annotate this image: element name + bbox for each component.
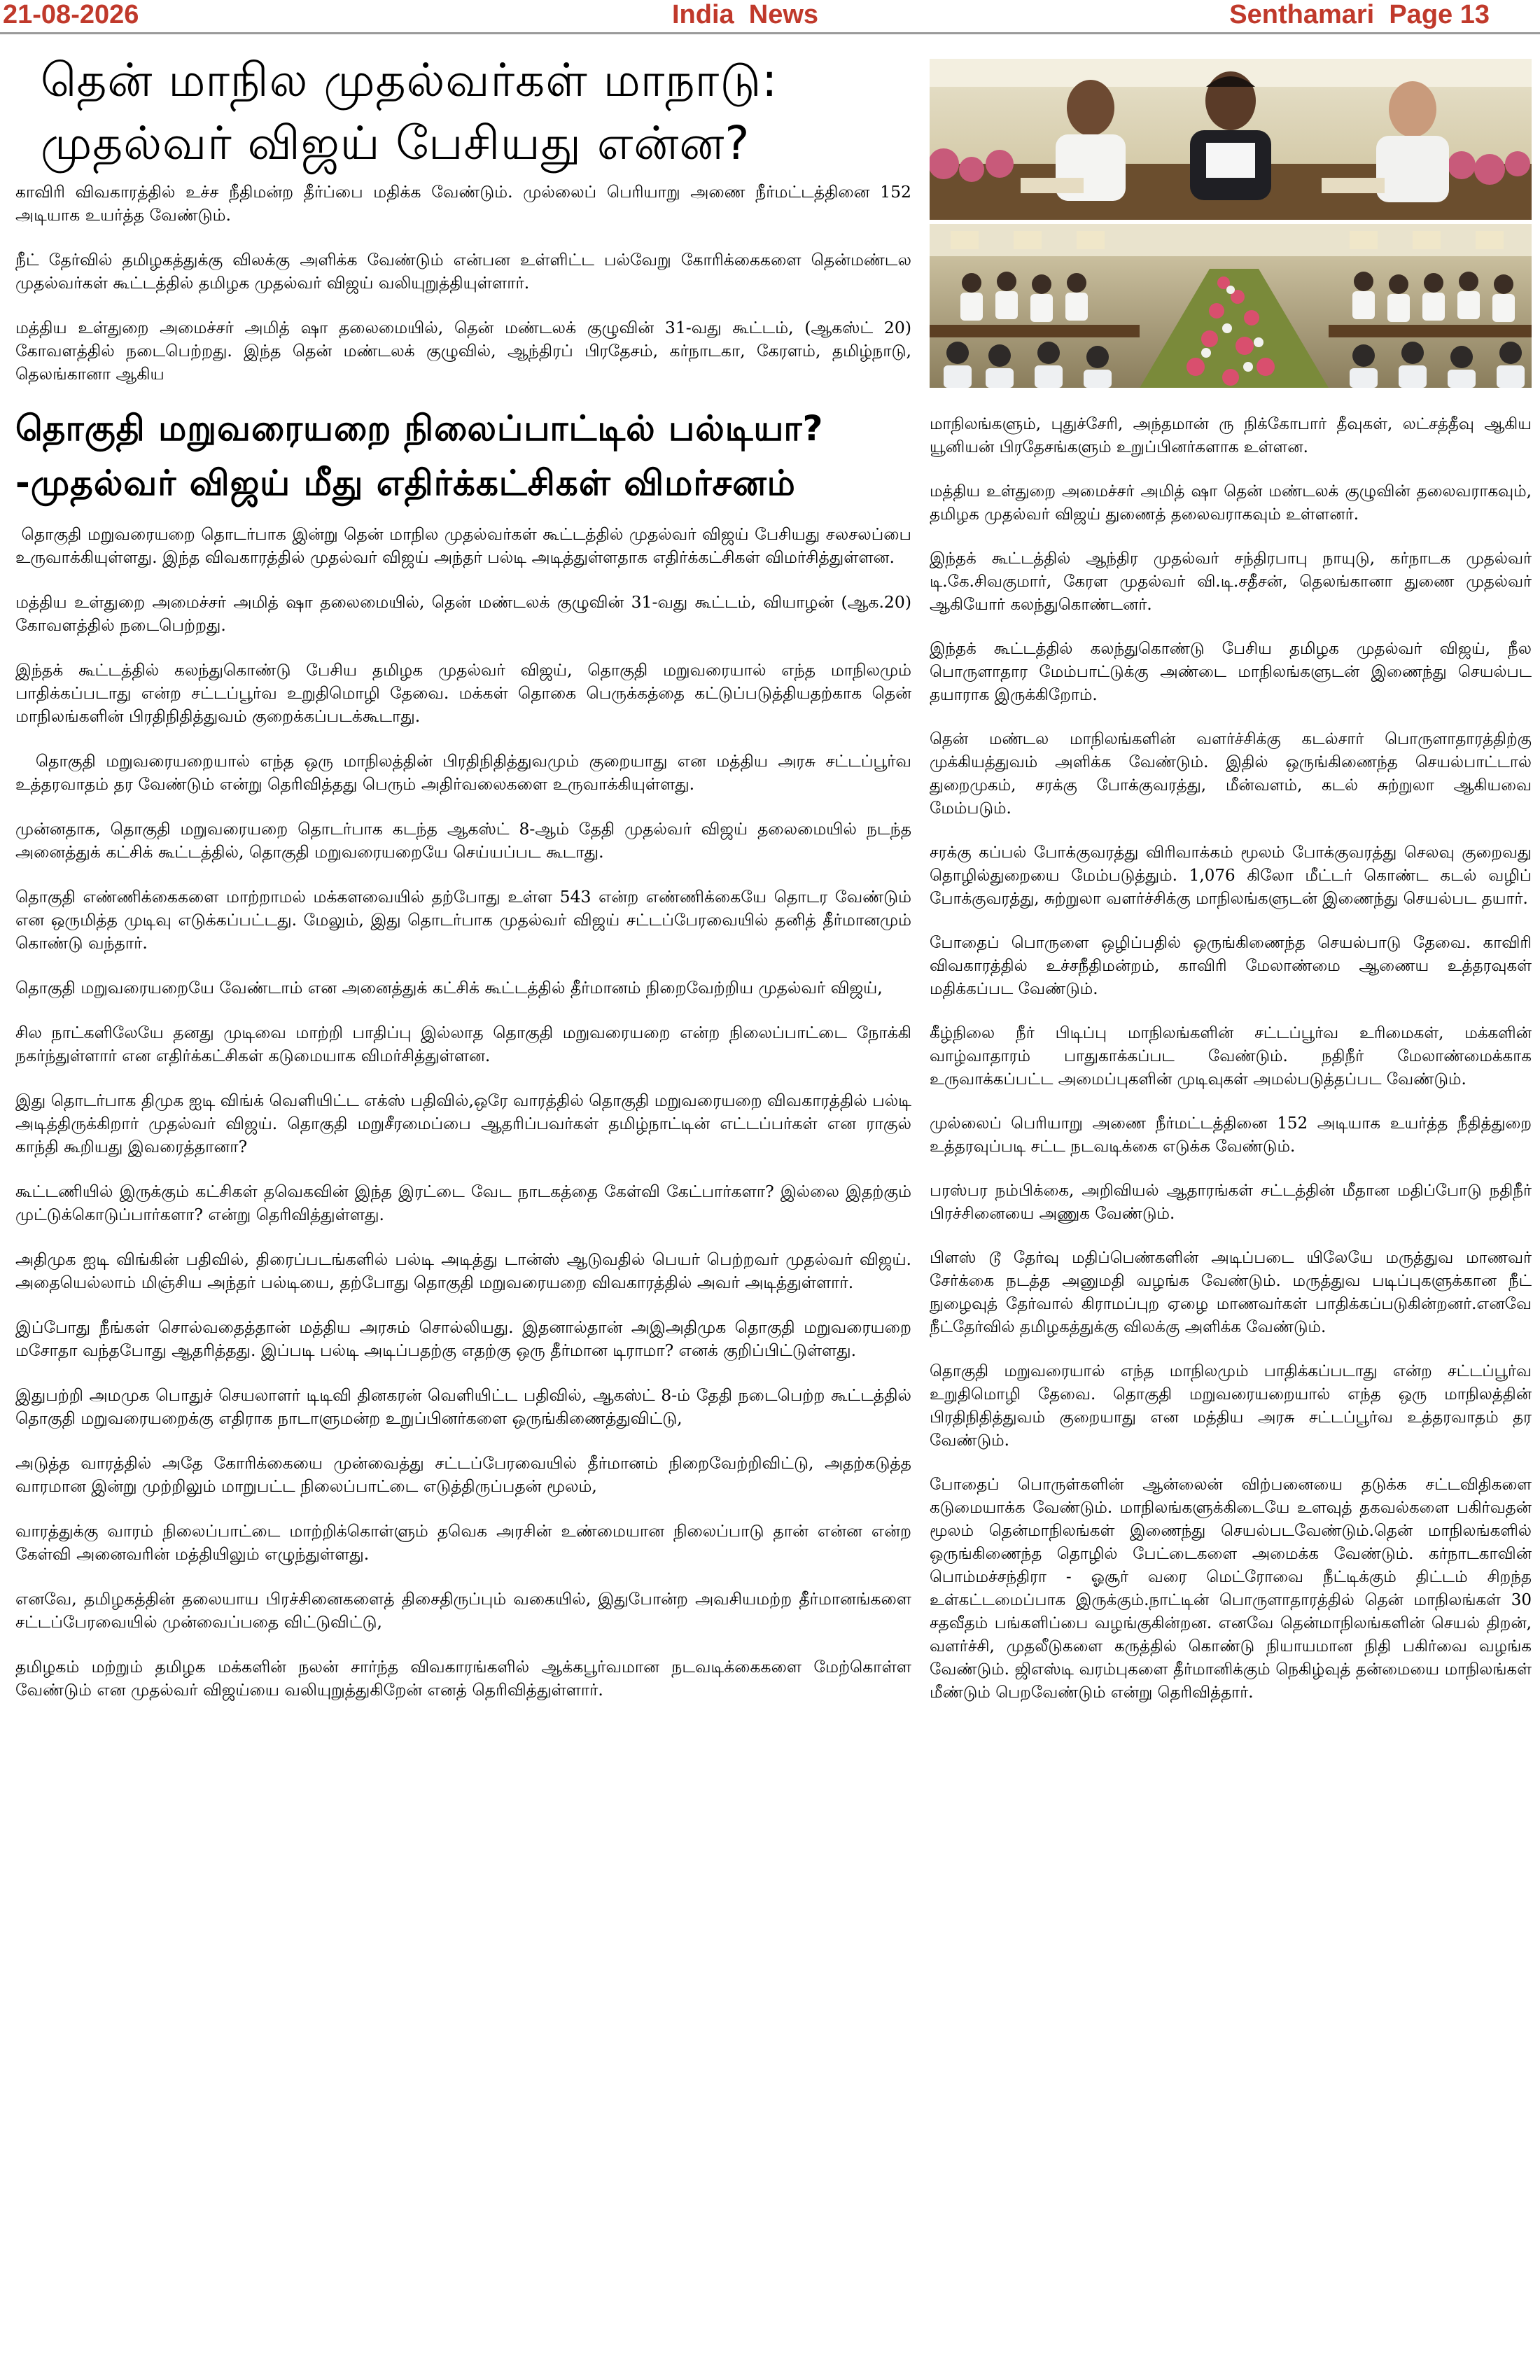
article1-continued-paragraph: போதைப் பொருளை ஒழிப்பதில் ஒருங்கிணைந்த செயல்பாடு தேவை. காவிரி விவகாரத்தில் உச்சநீதிமன்றம், காவிரி மேலாண்மை ஆணைய உத்தரவுகள் மதிக்கப்பட வேண்டும்.	[930, 934, 1532, 998]
conference-photo	[930, 59, 1532, 388]
article2-paragraph: தொகுதி மறுவரையறை தொடர்பாக இன்று தென் மாநில முதல்வர்கள் கூட்டத்தில் முதல்வர் விஜய் பேசியது சலசலப்பை உருவாக்கியுள்ளது. இந்த விவகாரத்தில் முதல்வர் விஜய் அந்தர் பல்டி அடித்துள்ளதாக எதிர்க்கட்சிகள் விமர்சித்துள்ளன.	[15, 524, 917, 567]
article2-paragraph: தொகுதி மறுவரையறையால் எந்த ஒரு மாநிலத்தின் பிரதிநிதித்துவமும் குறையாது என மத்திய அரசு சட்டப்பூர்வ உத்தரவாதம் தர வேண்டும் என்று தெரிவித்தது பெரும் அதிர்வலைகளை உருவாக்கியுள்ளது.	[15, 751, 917, 794]
article1-continued-paragraph: தென் மண்டல மாநிலங்களின் வளர்ச்சிக்கு கடல்சார் பொருளாதாரத்திற்கு முக்கியத்துவம் அளிக்க வேண்டும். இதில் ஒருங்கிணைந்த செயல்பாட்டால் துறைமுகம், சரக்கு போக்குவரத்து, மீன்வளம், கடல் சுற்றுலா ஆகியவை மேம்படும்.	[930, 730, 1532, 818]
article2-paragraph: இப்போது நீங்கள் சொல்வதைத்தான் மத்திய அரசும் சொல்லியது. இதனால்தான் அஇஅதிமுக தொகுதி மறுவரையறை மசோதா வந்தபோது ஆதரித்தது. இப்படி பல்டி அடிப்பதற்கு எதற்கு ஒரு தீர்மான டிராமா? எனக் குறிப்பிட்டுள்ளது.	[15, 1317, 911, 1360]
article2-paragraph: அதிமுக ஐடி விங்கின் பதிவில், திரைப்படங்களில் பல்டி அடித்து டான்ஸ் ஆடுவதில் பெயர் பெற்றவர் முதல்வர் விஜய். அதையெல்லாம் மிஞ்சிய அந்தர் பல்டியை, தற்போது தொகுதி மறுவரையறை விவகாரத்தில் அவர் அடித்துள்ளார்.	[15, 1250, 911, 1292]
issue-date: 21-08-2026	[3, 0, 139, 29]
article1-paragraph: காவிரி விவகாரத்தில் உச்ச நீதிமன்ற தீர்ப்பை மதிக்க வேண்டும். முல்லைப் பெரியாறு அணை நீர்மட்டத்தினை 152 அடியாக உயர்த்த வேண்டும்.	[15, 182, 911, 225]
article1-continued-paragraph: தொகுதி மறுவரையால் எந்த மாநிலமும் பாதிக்கப்படாது என்ற சட்டப்பூர்வ உறுதிமொழி தேவை. தொகுதி மறுவரையறையால் எந்த ஒரு மாநிலத்தின் பிரதிநிதித்துவம் குறையாது என மத்திய அரசு சட்டப்பூர்வ உத்தரவாதம் தர வேண்டும்.	[930, 1362, 1532, 1450]
article1-continued-paragraph: இந்தக் கூட்டத்தில் கலந்துகொண்டு பேசிய தமிழக முதல்வர் விஜய், நீல பொருளாதார மேம்பாட்டுக்கு அண்டை மாநிலங்களுடன் இணைந்து செயல்பட தயாராக இருக்கிறோம்.	[930, 640, 1532, 704]
article1-paragraph: மத்திய உள்துறை அமைச்சர் அமித் ஷா தலைமையில், தென் மண்டலக் குழுவின் 31-வது கூட்டம், (ஆகஸ்ட் 20) கோவளத்தில் நடைபெற்றது. இந்த தென் மண்டலக் குழுவில், ஆந்திரப் பிரதேசம், கர்நாடகா, கேரளம், தமிழ்நாடு, தெலங்கானா ஆகிய	[15, 318, 911, 384]
article1-continued-paragraph: கீழ்நிலை நீர் பிடிப்பு மாநிலங்களின் சட்டப்பூர்வ உரிமைகள், மக்களின் வாழ்வாதாரம் பாதுகாக்கப்பட வேண்டும். நதிநீர் மேலாண்மைக்காக உருவாக்கப்பட்ட அமைப்புகளின் முடிவுகள் அமல்படுத்தப்பட வேண்டும்.	[930, 1024, 1532, 1088]
left-column	[15, 41, 917, 1723]
header-divider	[0, 32, 1540, 34]
newspaper-page: Senthamari Page 13	[1229, 0, 1490, 29]
article2-paragraph: சில நாட்களிலேயே தனது முடிவை மாற்றி பாதிப்பு இல்லாத தொகுதி மறுவரையறை என்ற நிலைப்பாட்டை நோக்கி நகர்ந்துள்ளார் என எதிர்க்கட்சிகள் கடுமையாக விமர்சித்துள்ளன.	[15, 1023, 911, 1065]
article2-paragraph: இந்தக் கூட்டத்தில் கலந்துகொண்டு பேசிய தமிழக முதல்வர் விஜய், தொகுதி மறுவரையால் எந்த மாநிலமும் பாதிக்கப்படாது என்ற சட்டப்பூர்வ உறுதிமொழி தேவை. மக்கள் தொகை பெருக்கத்தை கட்டுப்படுத்தியதற்காக தென் மாநிலங்களின் பிரதிநிதித்துவம் குறைக்கப்படக்கூடாது.	[15, 660, 911, 726]
article2-paragraph: எனவே, தமிழகத்தின் தலையாய பிரச்சினைகளைத் திசைதிருப்பும் வகையில், இதுபோன்ற அவசியமற்ற தீர்மானங்களை சட்டப்பேரவையில் முன்வைப்பதை விட்டுவிட்டு,	[15, 1589, 911, 1632]
article2-headline: தொகுதி மறுவரையறை நிலைப்பாட்டில் பல்டியா? -முதல்வர் விஜய் மீது எதிர்க்கட்சிகள் விமர்சனம்	[15, 408, 824, 503]
article1-continued-paragraph: பிளஸ் டூ தேர்வு மதிப்பெண்களின் அடிப்படை யிலேயே மருத்துவ மாணவர் சேர்க்கை நடத்த அனுமதி வழங்க வேண்டும். மருத்துவ படிப்புகளுக்கான நீட் நுழைவுத் தேர்வால் கிராமப்புற ஏழை மாணவர்கள் பாதிக்கப்படுகின்றனர்.எனவே நீட்தேர்வில் தமிழகத்துக்கு விலக்கு அளிக்க வேண்டும்.	[930, 1249, 1532, 1336]
article2-paragraph: தொகுதி மறுவரையறையே வேண்டாம் என அனைத்துக் கட்சிக் கூட்டத்தில் தீர்மானம் நிறைவேற்றிய முதல்வர் விஜய்,	[15, 978, 883, 997]
section-name: India News	[672, 0, 819, 29]
right-column	[930, 59, 1532, 1726]
article2-paragraph: இது தொடர்பாக திமுக ஐடி விங்க் வெளியிட்ட எக்ஸ் பதிவில்,ஒரே வாரத்தில் தொகுதி மறுவரையறை விவகாரத்தில் பல்டி அடித்திருக்கிறார் முதல்வர் விஜய். தொகுதி மறுசீரமைப்பை ஆதரிப்பவர்கள் தமிழ்நாட்டின் எட்டப்பர்கள் என ராகுல் காந்தி கூறியது இவரைத்தானா?	[15, 1091, 911, 1156]
article1-continued-paragraph: மாநிலங்களும், புதுச்சேரி, அந்தமான் ரு நிக்கோபார் தீவுகள், லட்சத்தீவு ஆகிய யூனியன் பிரதேசங்களும் உறுப்பினர்களாக உள்ளன.	[930, 415, 1532, 456]
article1-continued-paragraph: முல்லைப் பெரியாறு அணை நீர்மட்டத்தினை 152 அடியாக உயர்த்த நீதித்துறை உத்தரவுப்படி சட்ட நடவடிக்கை எடுக்க வேண்டும்.	[930, 1114, 1532, 1156]
article2-paragraph: வாரத்துக்கு வாரம் நிலைப்பாட்டை மாற்றிக்கொள்ளும் தவெக அரசின் உண்மையான நிலைப்பாடு தான் என்ன என்ற கேள்வி அனைவரின் மத்தியிலும் எழுந்துள்ளது.	[15, 1521, 911, 1564]
article1-paragraph: நீட் தேர்வில் தமிழகத்துக்கு விலக்கு அளிக்க வேண்டும் என்பன உள்ளிட்ட பல்வேறு கோரிக்கைகளை தென்மண்டல முதல்வர்கள் கூட்டத்தில் தமிழக முதல்வர் விஜய் வலியுறுத்தியுள்ளார்.	[15, 250, 911, 293]
article1-continued-paragraph: மத்திய உள்துறை அமைச்சர் அமித் ஷா தென் மண்டலக் குழுவின் தலைவராகவும், தமிழக முதல்வர் விஜய் துணைத் தலைவராகவும் உள்ளனர்.	[930, 482, 1532, 524]
article1-continued-paragraph: போதைப் பொருள்களின் ஆன்லைன் விற்பனையை தடுக்க சட்டவிதிகளை கடுமையாக்க வேண்டும். மாநிலங்களுக்கிடையே உளவுத் தகவல்களை பகிர்வதன் மூலம் தென்மாநிலங்கள் இணைந்து செயல்படவேண்டும்.தென் மாநிலங்களில் ஒருங்கிணைந்த தொழில் பேட்டைகளை அமைக்க வேண்டும். கர்நாடகாவின் பொம்மச்சந்திரா - ஓசூர் வரை மெட்ரோவை நீட்டிக்கும் திட்டம் சிறந்த உள்கட்டமைப்பாக இருக்கும்.நாட்டின் பொருளாதாரத்தில் தென் மாநிலங்கள் 30 சதவீதம் பங்களிப்பை வழங்குகின்றன. எனவே தென்மாநிலங்களின் செயல் திறன், வளர்ச்சி, முதலீடுகளை கருத்தில் கொண்டு நியாயமான நிதி பகிர்வை வழங்க வேண்டும். ஜிஎஸ்டி வரம்புகளை தீர்மானிக்கும் நெகிழ்வுத் தன்மையை மாநிலங்கள் மீண்டும் பெறவேண்டும் என்று தெரிவித்தார்.	[930, 1476, 1532, 1702]
article2-paragraph: அடுத்த வாரத்தில் அதே கோரிக்கையை முன்வைத்து சட்டப்பேரவையில் தீர்மானம் நிறைவேற்றிவிட்டு, அதற்கடுத்த வாரமான இன்று முற்றிலும் மாறுபட்ட நிலைப்பாட்டை எடுத்திருப்பதன் மூலம்,	[15, 1453, 911, 1496]
article2-paragraph: கூட்டணியில் இருக்கும் கட்சிகள் தவெகவின் இந்த இரட்டை வேட நாடகத்தை கேள்வி கேட்பார்களா? இல்லை இதற்கும் முட்டுக்கொடுப்பார்களா? என்று தெரிவித்துள்ளது.	[15, 1182, 911, 1224]
article1-continued-paragraph: சரக்கு கப்பல் போக்குவரத்து விரிவாக்கம் மூலம் போக்குவரத்து செலவு குறைவது தொழில்துறையை மேம்படுத்தும். 1,076 கிலோ மீட்டர் கொண்ட கடல் வழிப் போக்குவரத்து, சுற்றுலா வளர்ச்சிக்கு மாநிலங்களுடன் இணைந்து செயல்பட தயார்.	[930, 844, 1532, 908]
article1-continued-paragraph: பரஸ்பர நம்பிக்கை, அறிவியல் ஆதாரங்கள் சட்டத்தின் மீதான மதிப்போடு நதிநீர் பிரச்சினையை அணுக வேண்டும்.	[930, 1182, 1532, 1223]
article2-paragraph: தமிழகம் மற்றும் தமிழக மக்களின் நலன் சார்ந்த விவகாரங்களில் ஆக்கபூர்வமான நடவடிக்கைகளை மேற்கொள்ள வேண்டும் என முதல்வர் விஜய்யை வலியுறுத்துகிறேன் எனத் தெரிவித்துள்ளார்.	[15, 1657, 911, 1700]
article2-paragraph: தொகுதி எண்ணிக்கைகளை மாற்றாமல் மக்களவையில் தற்போது உள்ள 543 என்ற எண்ணிக்கையே தொடர வேண்டும் என ஒருமித்த முடிவு எடுக்கப்பட்டது. மேலும், இது தொடர்பாக முதல்வர் விஜய் சட்டப்பேரவையில் தனித் தீர்மானமும் கொண்டு வந்தார்.	[15, 887, 911, 953]
article2-paragraph: இதுபற்றி அமமுக பொதுச் செயலாளர் டிடிவி தினகரன் வெளியிட்ட பதிவில், ஆகஸ்ட் 8-ம் தேதி நடைபெற்ற கூட்டத்தில் தொகுதி மறுவரையறைக்கு எதிராக நாடாளுமன்ற உறுப்பினர்களை ஒருங்கிணைத்துவிட்டு,	[15, 1385, 911, 1428]
page-header	[0, 0, 1540, 34]
article2-paragraph: முன்னதாக, தொகுதி மறுவரையறை தொடர்பாக கடந்த ஆகஸ்ட் 8-ஆம் தேதி முதல்வர் விஜய் தலைமையில் நடந்த அனைத்துக் கட்சிக் கூட்டத்தில், தொகுதி மறுவரையறையே செய்யப்பட கூடாது.	[15, 819, 911, 862]
article1-headline: தென் மாநில முதல்வர்கள் மாநாடு: முதல்வர் விஜய் பேசியது என்ன?	[41, 53, 778, 170]
article1-continued-paragraph: இந்தக் கூட்டத்தில் ஆந்திர முதல்வர் சந்திரபாபு நாயுடு, கர்நாடக முதல்வர் டி.கே.சிவகுமார், கேரள முதல்வர் வி.டி.சதீசன், தெலங்கானா துணை முதல்வர் ஆகியோர் கலந்துகொண்டனர்.	[930, 550, 1532, 614]
article2-paragraph: மத்திய உள்துறை அமைச்சர் அமித் ஷா தலைமையில், தென் மண்டலக் குழுவின் 31-வது கூட்டம், வியாழன் (ஆக.20) கோவளத்தில் நடைபெற்றது.	[15, 592, 911, 635]
